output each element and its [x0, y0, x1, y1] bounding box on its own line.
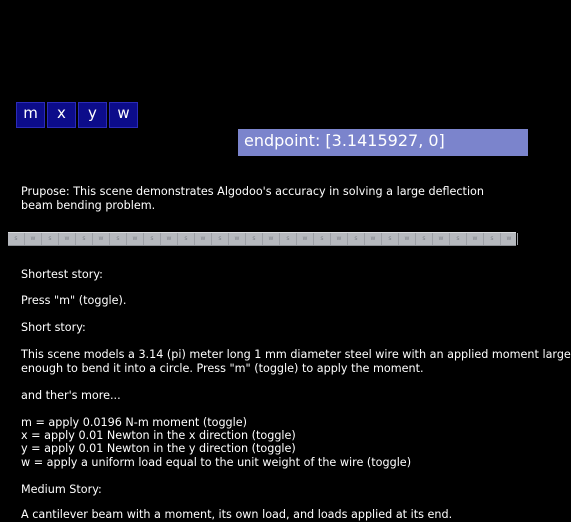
toggle-x-button[interactable]: x [47, 102, 76, 128]
wire-segment: w [161, 233, 178, 245]
toggle-button-row [16, 102, 138, 128]
medium-story-line-1: A cantilever beam with a moment, its own load, and loads applied at its end. [21, 508, 453, 521]
short-story-line-2: enough to bend it into a circle. Press "m" (toggle) to apply the moment. [21, 362, 424, 375]
wire-segment: s [314, 233, 331, 245]
toggle-y-button[interactable]: y [78, 102, 107, 128]
wire-segment: w [93, 233, 110, 245]
wire-segment: w [297, 233, 314, 245]
key-list-item-w: w = apply a uniform load equal to the unit weight of the wire (toggle) [21, 456, 412, 469]
wire-segment: w [467, 233, 484, 245]
wire-segment: s [42, 233, 59, 245]
toggle-m-button[interactable]: m [16, 102, 45, 128]
wire-segment: s [382, 233, 399, 245]
purpose-line-1: Prupose: This scene demonstrates Algodoo's accuracy in solving a large deflection [21, 185, 484, 198]
wire-segment: w [433, 233, 450, 245]
short-story-line-1: This scene models a 3.14 (pi) meter long 1 mm diameter steel wire with an applied moment large [21, 348, 571, 361]
wire-segment: s [416, 233, 433, 245]
wire-segment: w [127, 233, 144, 245]
wire-segment: s [484, 233, 501, 245]
wire-segment: s [280, 233, 297, 245]
purpose-line-2: beam bending problem. [21, 199, 156, 212]
wire-segment: w [59, 233, 76, 245]
more-title: and ther's more... [21, 389, 121, 402]
wire-segment: w [331, 233, 348, 245]
wire-segment: w [399, 233, 416, 245]
key-list-item-y: y = apply 0.01 Newton in the y direction (toggle) [21, 442, 296, 455]
medium-story-title: Medium Story: [21, 483, 102, 496]
wire-segment: s [246, 233, 263, 245]
steel-wire-beam[interactable] [8, 232, 516, 246]
wire-segment: s [8, 233, 25, 245]
wire-segment: w [263, 233, 280, 245]
wire-segment: s [76, 233, 93, 245]
wire-segment: s [348, 233, 365, 245]
shortest-story-body: Press "m" (toggle). [21, 294, 127, 307]
wire-segment: w [365, 233, 382, 245]
wire-segment: s [110, 233, 127, 245]
short-story-title: Short story: [21, 321, 86, 334]
key-list-item-m: m = apply 0.0196 N-m moment (toggle) [21, 416, 248, 429]
wire-segment: s [212, 233, 229, 245]
wire-segment: s [450, 233, 467, 245]
wire-segment: w [25, 233, 42, 245]
shortest-story-title: Shortest story: [21, 268, 103, 281]
wire-segment: w [501, 233, 518, 245]
toggle-w-button[interactable]: w [109, 102, 138, 128]
key-list-item-x: x = apply 0.01 Newton in the x direction (toggle) [21, 429, 296, 442]
wire-segment: s [178, 233, 195, 245]
wire-segment: w [195, 233, 212, 245]
wire-segment: s [144, 233, 161, 245]
wire-segment: w [229, 233, 246, 245]
endpoint-readout: endpoint: [3.1415927, 0] [238, 129, 528, 156]
